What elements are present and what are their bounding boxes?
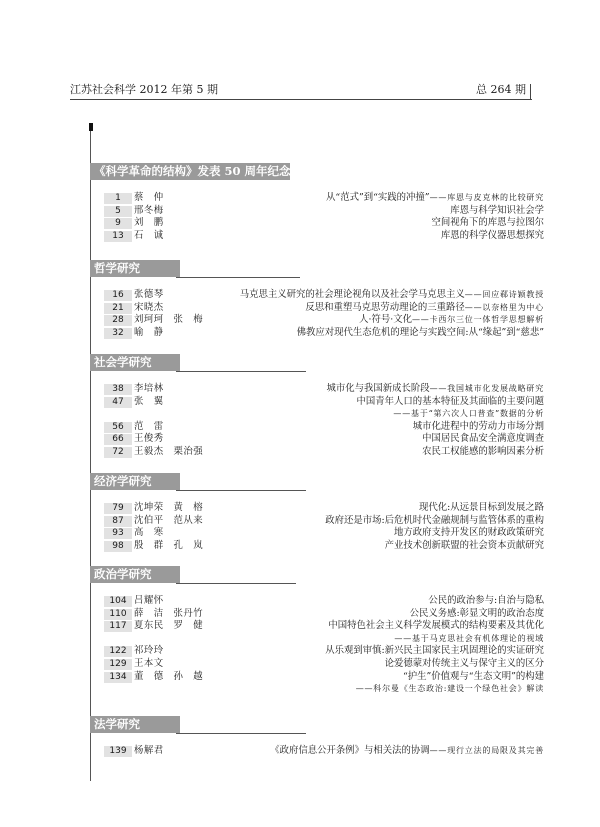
entry-main-title: 《政府信息公开条例》与相关法的协调: [270, 745, 430, 756]
section-title: 社会学研究: [90, 354, 180, 371]
toc-entry[interactable]: [90, 302, 560, 315]
entry-main-title: 论爱德蒙对传统主义与保守主义的区分: [384, 657, 544, 669]
toc-entry[interactable]: [90, 217, 560, 230]
page-number: 134: [109, 671, 127, 682]
page-number: 117: [109, 621, 127, 632]
toc-entry[interactable]: [90, 620, 560, 633]
entry-main-title: 从“范式”到“实践的冲撞”: [326, 192, 430, 203]
section-heading: [90, 566, 560, 585]
entry-subtitle: ——基于“第六次人口普查”数据的分析: [393, 409, 544, 419]
entry-title[interactable]: [428, 595, 544, 608]
toc-entry[interactable]: [90, 230, 560, 243]
entry-title[interactable]: [326, 192, 544, 205]
entry-title[interactable]: [422, 446, 544, 459]
entry-authors: 邢冬梅: [134, 204, 164, 216]
toc-entry[interactable]: [90, 433, 560, 446]
entry-main-title: “护生”价值观与“生态文明”的构建: [402, 670, 544, 682]
toc-entry[interactable]: [90, 540, 560, 553]
page-number: 21: [112, 302, 124, 313]
section-title: 法学研究: [90, 716, 180, 733]
entry-subtitle: ——现行立法的局限及其完善: [429, 746, 544, 755]
entry-title[interactable]: [359, 314, 544, 327]
toc-entry[interactable]: [90, 502, 560, 515]
entry-authors: 王本文: [134, 657, 164, 669]
toc-entry[interactable]: [90, 192, 560, 205]
entry-authors: 沈坤荣 黄 榕: [134, 502, 204, 513]
toc-entry[interactable]: [90, 327, 560, 340]
entry-authors: 吕耀怀: [134, 595, 164, 606]
header-tick: [530, 84, 531, 99]
section-entries: [90, 745, 560, 758]
page-number: 32: [112, 327, 124, 338]
entry-title[interactable]: [403, 671, 544, 684]
section-rule: [176, 490, 306, 491]
page-number: 79: [112, 503, 124, 513]
entry-title[interactable]: [385, 540, 544, 553]
page-number: 139: [109, 746, 127, 756]
entry-title[interactable]: [356, 396, 544, 409]
entry-subtitle: ——科尔曼《生态政治:建设一个绿色社会》解读: [355, 684, 544, 694]
toc-entry[interactable]: [90, 515, 560, 528]
entry-authors: 祁玲玲: [134, 645, 164, 657]
section-entries: [90, 289, 560, 339]
section-heading: [90, 473, 560, 492]
toc-entry[interactable]: [90, 421, 560, 434]
toc-entry[interactable]: [90, 608, 560, 621]
entry-main-title: 中国青年人口的基本特征及其面临的主要问题: [356, 395, 544, 407]
section-heading: [90, 716, 560, 735]
section-heading: [90, 163, 560, 182]
entry-main-title: 农民工权能感的影响因素分析: [422, 445, 544, 457]
page-number: 110: [109, 608, 127, 619]
section-entries: [90, 502, 560, 552]
entry-authors: 高 寒: [134, 527, 164, 539]
entry-title[interactable]: [441, 230, 544, 243]
entry-main-title: 人·符号·文化: [359, 314, 412, 326]
entry-authors: 董 德 孙 越: [134, 670, 204, 682]
page-number: 1: [115, 193, 121, 203]
section-title: 政治学研究: [90, 566, 180, 583]
page-number: 38: [112, 384, 124, 394]
header-rule: [70, 99, 532, 100]
toc-entry[interactable]: [90, 633, 560, 646]
entry-title[interactable]: [385, 658, 544, 671]
entry-authors: 蔡 仲: [134, 192, 164, 203]
toc-entry[interactable]: [90, 745, 560, 758]
entry-main-title: 政府还是市场:后危机时代金融规制与监管体系的重构: [325, 514, 544, 526]
entry-authors: 喻 静: [134, 326, 164, 338]
page-number: 5: [115, 205, 121, 216]
corner-marker: [89, 123, 93, 131]
entry-main-title: 库恩与科学知识社会学: [450, 204, 544, 216]
entry-main-title: 空间视角下的库恩与拉图尔: [431, 217, 544, 229]
journal-issue: 江苏社会科学 2012 年第 5 期: [70, 83, 218, 96]
total-issue: 总 264 期: [476, 83, 526, 96]
entry-main-title: 佛教应对现代生态危机的理论与实践空间:从“缘起”到“慈悲”: [296, 326, 544, 338]
toc-section: [90, 260, 560, 339]
entry-authors: 张 翼: [134, 395, 164, 407]
entry-authors: 王毅杰 栗治强: [134, 445, 204, 457]
entry-authors: 刘珂珂 张 梅: [134, 314, 204, 326]
toc-entry[interactable]: [90, 383, 560, 396]
entry-subtitle: ——以奈格里为中心: [464, 302, 544, 312]
page-number: 98: [112, 540, 124, 551]
entry-authors: 张德琴: [134, 289, 164, 300]
page-number: 56: [112, 421, 124, 432]
entry-authors: 范 雷: [134, 420, 164, 432]
entry-main-title: 产业技术创新联盟的社会资本贡献研究: [384, 539, 544, 551]
entry-title[interactable]: [450, 205, 544, 218]
page-number: 66: [112, 434, 124, 445]
entry-title[interactable]: [325, 515, 544, 528]
page-number: 87: [112, 515, 124, 526]
entry-main-title: 城市化与我国新成长阶段: [326, 383, 430, 394]
entry-subtitle: ——回应郗诗颖教授: [464, 290, 544, 299]
entry-main-title: 城市化进程中的劳动力市场分割: [412, 420, 544, 432]
entry-subtitle: ——我国城市化发展战略研究: [429, 384, 544, 393]
toc-section: [90, 354, 560, 459]
section-entries: [90, 595, 560, 696]
entry-title[interactable]: [419, 502, 544, 515]
entry-main-title: 库恩的科学仪器思想探究: [440, 229, 544, 241]
entry-authors: 薛 洁 张丹竹: [134, 607, 204, 619]
toc-entry[interactable]: [90, 289, 560, 302]
section-heading: [90, 354, 560, 373]
entry-authors: 殷 群 孔 岚: [134, 539, 204, 551]
entry-main-title: 地方政府支持开发区的财政政策研究: [393, 527, 544, 539]
toc-entry[interactable]: [90, 645, 560, 658]
entry-authors: 石 诚: [134, 229, 164, 241]
entry-main-title: 公民的政治参与:自治与隐私: [428, 595, 544, 606]
toc-entry[interactable]: [90, 205, 560, 218]
entry-title[interactable]: [297, 327, 544, 340]
section-entries: [90, 383, 560, 459]
entry-title[interactable]: [422, 433, 544, 446]
entry-subtitle: ——基于马克思社会有机体理论的视域: [394, 633, 544, 643]
entry-authors: 沈伯平 范从来: [134, 514, 204, 526]
toc-section: [90, 566, 560, 696]
entry-subtitle: ——库恩与皮克林的比较研究: [429, 193, 544, 202]
entry-title[interactable]: [240, 289, 544, 302]
entry-main-title: 现代化:从远景目标到发展之路: [418, 502, 544, 513]
section-title: 哲学研究: [90, 260, 180, 277]
section-rule: [176, 371, 306, 372]
entry-main-title: 反思和重塑马克思劳动理论的三重路径: [305, 301, 465, 313]
section-rule: [176, 583, 296, 584]
entry-title[interactable]: [270, 745, 544, 758]
toc-entry[interactable]: [90, 683, 560, 696]
entry-main-title: 公民义务感:彰显文明的政治态度: [409, 607, 544, 619]
entry-subtitle: ——卡西尔三位一体哲学思想解析: [412, 315, 544, 325]
entry-title[interactable]: [413, 421, 544, 434]
page-number: 13: [112, 230, 124, 241]
toc-entry[interactable]: [90, 671, 560, 684]
entry-title[interactable]: [326, 383, 544, 396]
toc-section: [90, 473, 560, 552]
section-heading: [90, 260, 560, 279]
entry-title[interactable]: [410, 608, 544, 621]
entry-main-title: 中国特色社会主义科学发展模式的结构要素及其优化: [328, 620, 544, 632]
page-number: 93: [112, 528, 124, 539]
toc-section: [90, 716, 560, 758]
section-title: 经济学研究: [90, 473, 180, 490]
entry-authors: 王俊秀: [134, 433, 164, 445]
entry-authors: 宋晓杰: [134, 301, 164, 313]
page-number: 122: [109, 646, 127, 657]
entry-title[interactable]: [328, 620, 544, 633]
page-number: 72: [112, 446, 124, 457]
page-number: 104: [109, 596, 127, 606]
entry-title[interactable]: [305, 302, 544, 315]
entry-main-title: 马克思主义研究的社会理论视角以及社会学马克思主义: [239, 289, 465, 300]
page-number: 129: [109, 658, 127, 669]
page-number: 47: [112, 396, 124, 407]
page-number: 9: [115, 218, 121, 229]
section-entries: [90, 192, 560, 242]
toc-section: [90, 163, 560, 242]
entry-title[interactable]: [325, 645, 544, 658]
running-header: [70, 82, 532, 98]
entry-main-title: 从乐观到审慎:新兴民主国家民主巩固理论的实证研究: [325, 645, 544, 657]
toc-entry[interactable]: [90, 527, 560, 540]
entry-title[interactable]: [393, 408, 544, 421]
entry-main-title: 中国居民食品安全满意度调查: [422, 433, 544, 445]
section-rule: [176, 277, 300, 278]
toc-entry[interactable]: [90, 658, 560, 671]
entry-authors: 夏东民 罗 健: [134, 620, 204, 632]
toc-entry[interactable]: [90, 396, 560, 409]
entry-authors: 李培林: [134, 383, 164, 394]
entry-title[interactable]: [394, 633, 544, 646]
toc-entry[interactable]: [90, 314, 560, 327]
section-title: 《科学革命的结构》发表 50 周年纪念: [90, 163, 290, 180]
toc-entry[interactable]: [90, 446, 560, 459]
toc-entry[interactable]: [90, 595, 560, 608]
section-rule: [176, 733, 306, 734]
toc-entry[interactable]: [90, 408, 560, 421]
entry-authors: 杨解君: [134, 745, 164, 756]
entry-authors: 刘 鹏: [134, 217, 164, 229]
page-number: 28: [112, 315, 124, 326]
entry-title[interactable]: [431, 217, 544, 230]
entry-title[interactable]: [356, 683, 544, 696]
entry-title[interactable]: [394, 527, 544, 540]
page-number: 16: [112, 290, 124, 300]
